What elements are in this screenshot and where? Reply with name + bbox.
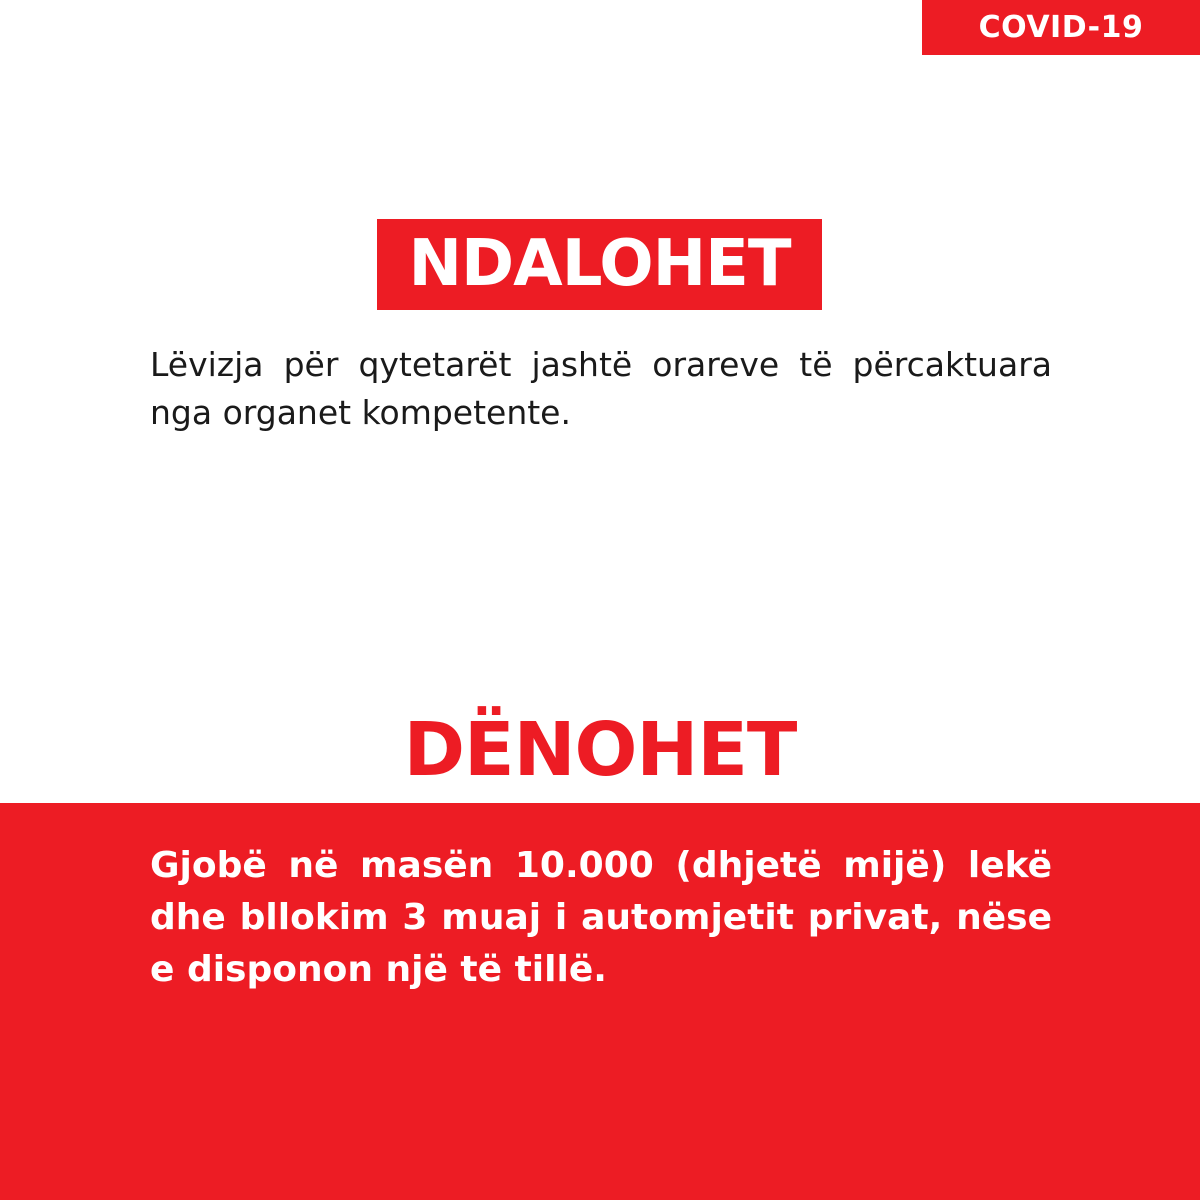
prohibition-heading: NDALOHET <box>377 219 822 310</box>
penalty-heading: DËNOHET <box>403 707 797 793</box>
prohibition-text: Lëvizja për qytetarët jashtë orareve të përcaktuara nga organet kompetente. <box>150 345 1052 432</box>
penalty-text: Gjobë në masën 10.000 (dhjetë mijë) lekë dhe bllokim 3 muaj i automjetit privat, nëse e disponon një të tillë. <box>150 845 1052 990</box>
covid-19-tag: COVID-19 <box>922 0 1200 55</box>
